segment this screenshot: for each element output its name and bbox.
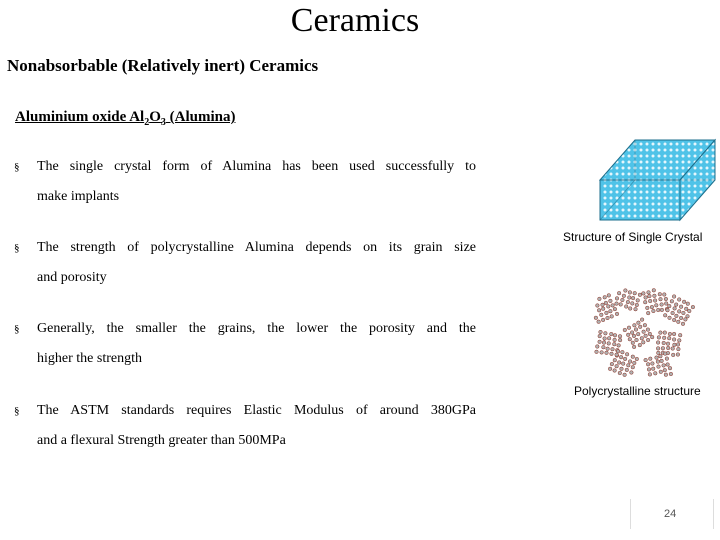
grain-dot xyxy=(638,343,642,347)
grain-dot xyxy=(660,359,664,363)
grain-dot xyxy=(621,362,625,366)
grain-dot xyxy=(638,325,642,329)
grain-dot xyxy=(618,371,622,375)
grain-dot xyxy=(644,296,648,300)
grain-dot xyxy=(608,367,612,371)
grain-dot xyxy=(679,305,683,309)
grain-dot xyxy=(661,347,665,351)
grain-dot xyxy=(671,347,675,351)
grain-dot xyxy=(621,350,625,354)
grain-dot xyxy=(606,347,610,351)
bullet-marker-icon: § xyxy=(14,323,20,335)
grain-dot xyxy=(676,353,680,357)
grain-dot xyxy=(668,316,672,320)
grain-dot xyxy=(646,338,650,342)
grain-dot xyxy=(677,347,681,351)
grain-dot xyxy=(672,332,676,336)
grain-dot xyxy=(607,294,611,298)
bullet-marker-icon: § xyxy=(14,242,20,254)
grain-dot xyxy=(631,365,635,369)
grain-dot xyxy=(649,357,653,361)
grain-dot xyxy=(626,333,630,337)
grain-dot xyxy=(603,296,607,300)
grain-dot xyxy=(650,335,654,339)
grain-dot xyxy=(640,337,644,341)
grain-dot xyxy=(657,351,661,355)
bullet-item xyxy=(14,152,476,212)
bullet-text-line1: The strength of polycrystalline Alumina depends on its grain size xyxy=(37,240,476,255)
grain-dot xyxy=(618,335,622,339)
grain-dot xyxy=(642,341,646,345)
grain-dot xyxy=(672,295,676,299)
grain-dot xyxy=(616,350,620,354)
grain-dot xyxy=(651,367,655,371)
grain-dot xyxy=(610,315,614,319)
grain-dot xyxy=(669,372,673,376)
grain-dot xyxy=(674,303,678,307)
grain-dot xyxy=(636,299,640,303)
grain-dot xyxy=(607,342,611,346)
heading-prefix: Aluminium oxide Al xyxy=(15,109,145,125)
grain-dot xyxy=(638,293,642,297)
grain-dot xyxy=(610,362,614,366)
grain-dot xyxy=(613,334,617,338)
grain-dot xyxy=(632,345,636,349)
grain-dot xyxy=(648,299,652,303)
grain-dot xyxy=(615,353,619,357)
grain-dot xyxy=(633,361,637,365)
grain-dot xyxy=(597,320,601,324)
grain-dot xyxy=(617,291,621,295)
grain-dot xyxy=(623,357,627,361)
grain-dot xyxy=(627,364,631,368)
grain-dot xyxy=(656,360,660,364)
grain-dot xyxy=(652,289,656,293)
grain-dot xyxy=(613,358,617,362)
grain-dot xyxy=(598,334,602,338)
bullet-text-line2: make implants xyxy=(37,189,120,204)
grain-dot xyxy=(595,350,599,354)
grain-dot xyxy=(672,318,676,322)
grain-dot xyxy=(677,298,681,302)
grain-dot xyxy=(660,303,664,307)
grain-dot xyxy=(664,373,668,377)
grain-dot xyxy=(602,345,606,349)
grain-dot xyxy=(648,332,652,336)
single-crystal-image xyxy=(590,135,720,230)
grain-dot xyxy=(615,302,619,306)
bullet-marker-icon: § xyxy=(14,405,20,417)
grain-dot xyxy=(668,304,672,308)
grain-dot xyxy=(646,306,650,310)
grain-dot xyxy=(647,368,651,372)
grain-dot xyxy=(668,366,672,370)
grain-dot xyxy=(628,337,632,341)
grain-dot xyxy=(621,298,625,302)
page-number: 24 xyxy=(664,508,677,520)
grain-dot xyxy=(671,311,675,315)
grain-dot xyxy=(623,328,627,332)
grain-dot xyxy=(653,299,657,303)
grain-dot xyxy=(657,336,661,340)
grain-dot xyxy=(682,311,686,315)
grain-dot xyxy=(656,341,660,345)
grain-dot xyxy=(619,303,623,307)
grain-dot xyxy=(646,311,650,315)
grain-dot xyxy=(613,307,617,311)
grain-dot xyxy=(648,294,652,298)
grain-dot xyxy=(599,330,603,334)
grain-dot xyxy=(659,331,663,335)
grain-dot xyxy=(628,307,632,311)
grain-dot xyxy=(643,323,647,327)
grain-dot xyxy=(660,308,664,312)
grain-dot xyxy=(596,345,600,349)
grain-dot xyxy=(657,365,661,369)
grain-dot xyxy=(662,341,666,345)
grain-dot xyxy=(673,343,677,347)
grain-dot xyxy=(597,309,601,313)
grain-dot xyxy=(662,364,666,368)
grain-dot xyxy=(678,333,682,337)
grain-dot xyxy=(607,337,611,341)
grain-dot xyxy=(643,300,647,304)
bullet-text-line1: The single crystal form of Alumina has been used successfully to xyxy=(37,159,476,174)
grain-dot xyxy=(631,302,635,306)
grain-dot xyxy=(613,369,617,373)
grain-dot xyxy=(632,334,636,338)
grain-dot xyxy=(653,294,657,298)
grain-dot xyxy=(627,326,631,330)
grain-dot xyxy=(622,294,626,298)
grain-dot xyxy=(623,373,627,377)
slide-title: Ceramics xyxy=(290,2,420,39)
grain-dot xyxy=(654,372,658,376)
heading-suffix: (Alumina) xyxy=(165,109,236,125)
grain-dot xyxy=(665,357,669,361)
grain-dot xyxy=(646,363,650,367)
grain-dot xyxy=(672,338,676,342)
grain-dot xyxy=(630,331,634,335)
grain-dot xyxy=(615,312,619,316)
grain-dot xyxy=(664,302,668,306)
grain-dot xyxy=(601,307,605,311)
bullet-text-line1: The ASTM standards requires Elastic Modulus of around 380GPa xyxy=(37,403,476,418)
grain-dot xyxy=(659,354,663,358)
grain-dot xyxy=(617,361,621,365)
grain-dot xyxy=(620,367,624,371)
grain-dot xyxy=(611,347,615,351)
grain-dot xyxy=(601,303,605,307)
heading-subscript-3: 3 xyxy=(160,117,166,128)
grain-dot xyxy=(625,353,629,357)
grain-dot xyxy=(656,347,660,351)
grain-dot xyxy=(666,346,670,350)
bullet-item xyxy=(14,233,476,293)
grain-dot xyxy=(610,332,614,336)
grain-dot xyxy=(640,318,644,322)
grain-dot xyxy=(615,364,619,368)
grain-dot xyxy=(663,368,667,372)
grain-dot xyxy=(594,316,598,320)
grain-dot xyxy=(646,328,650,332)
grain-dot xyxy=(600,313,604,317)
grain-dot xyxy=(613,338,617,342)
grain-dot xyxy=(667,336,671,340)
grain-dot xyxy=(644,334,648,338)
grain-dot xyxy=(609,299,613,303)
grain-dot xyxy=(615,297,619,301)
grain-dot xyxy=(666,342,670,346)
grain-dot xyxy=(651,362,655,366)
grain-dot xyxy=(633,324,637,328)
grain-dot xyxy=(602,341,606,345)
grain-dot xyxy=(603,337,607,341)
grain-dot xyxy=(628,291,632,295)
grain-dot xyxy=(619,355,623,359)
grain-dot xyxy=(635,357,639,361)
grain-dot xyxy=(618,338,622,342)
grain-dot xyxy=(613,342,617,346)
grain-dot xyxy=(664,297,668,301)
grain-dot xyxy=(650,305,654,309)
grain-dot xyxy=(662,336,666,340)
grain-dot xyxy=(601,318,605,322)
grain-dot xyxy=(634,307,638,311)
grain-dot xyxy=(624,305,628,309)
bullet-marker-icon: § xyxy=(14,161,20,173)
grain-dot xyxy=(625,368,629,372)
grain-dot xyxy=(652,309,656,313)
heading-subscript-2: 2 xyxy=(144,117,150,128)
grain-dot xyxy=(605,311,609,315)
grain-dot xyxy=(679,316,683,320)
grain-dot xyxy=(596,304,600,308)
grain-dot xyxy=(607,305,611,309)
grain-dot xyxy=(637,321,641,325)
bullet-text-line2: higher the strength xyxy=(37,351,142,366)
grain-dot xyxy=(655,304,659,308)
heading-oxygen: O xyxy=(149,109,161,125)
grain-dot xyxy=(670,300,674,304)
grain-dot xyxy=(682,300,686,304)
grain-dot xyxy=(635,338,639,342)
grain-dot xyxy=(678,339,682,343)
grain-dot xyxy=(666,308,670,312)
grain-dot xyxy=(663,314,667,318)
grain-dot xyxy=(635,303,639,307)
single-crystal-caption: Structure of Single Crystal xyxy=(563,230,703,244)
bullet-item xyxy=(14,396,476,456)
grain-dot xyxy=(624,289,628,293)
grain-dot xyxy=(676,343,680,347)
grain-dot xyxy=(688,309,692,313)
grain-dot xyxy=(677,310,681,314)
grain-dot xyxy=(684,318,688,322)
grain-dot xyxy=(600,351,604,355)
grain-dot xyxy=(628,296,632,300)
grain-dot xyxy=(626,300,630,304)
grain-dot xyxy=(663,352,667,356)
polycrystalline-caption: Polycrystalline structure xyxy=(574,384,701,398)
grain-dot xyxy=(610,352,614,356)
grain-dot xyxy=(633,291,637,295)
grain-dot xyxy=(663,293,667,297)
grain-dot xyxy=(668,332,672,336)
grain-dot xyxy=(598,340,602,344)
grain-dot xyxy=(675,314,679,318)
bullet-text-line2: and a flexural Strength greater than 500MPa xyxy=(37,433,286,448)
grain-dot xyxy=(648,373,652,377)
grain-dot xyxy=(647,291,651,295)
polycrystalline-image xyxy=(593,288,703,378)
grain-dot xyxy=(684,307,688,311)
grain-dot xyxy=(659,370,663,374)
grain-dot xyxy=(628,360,632,364)
grain-dot xyxy=(666,363,670,367)
grain-dot xyxy=(681,322,685,326)
grain-dot xyxy=(604,301,608,305)
grain-dot xyxy=(604,332,608,336)
grain-dot xyxy=(642,330,646,334)
grain-dot xyxy=(631,341,635,345)
grain-dot xyxy=(609,309,613,313)
grain-dot xyxy=(663,331,667,335)
grain-dot xyxy=(611,304,615,308)
grain-dot xyxy=(598,297,602,301)
grain-dot xyxy=(631,296,635,300)
grain-dot xyxy=(634,328,638,332)
grain-dot xyxy=(655,356,659,360)
bullet-text-line1: Generally, the smaller the grains, the lower the porosity and the xyxy=(37,321,476,336)
bullet-item xyxy=(14,314,476,374)
grain-dot xyxy=(656,308,660,312)
grain-dot xyxy=(642,292,646,296)
grain-dot xyxy=(659,297,663,301)
grain-dot xyxy=(630,371,634,375)
grain-dot xyxy=(617,344,621,348)
grain-dot xyxy=(636,332,640,336)
grain-dot xyxy=(673,307,677,311)
grain-dot xyxy=(677,320,681,324)
grain-dot xyxy=(671,353,675,357)
grain-dot xyxy=(606,316,610,320)
bullet-text-line2: and porosity xyxy=(37,270,107,285)
grain-dot xyxy=(658,292,662,296)
grain-dot xyxy=(631,355,635,359)
grain-dot xyxy=(605,351,609,355)
grain-dot xyxy=(691,305,695,309)
section-heading xyxy=(15,109,235,128)
grain-dot xyxy=(686,302,690,306)
slide-subtitle: Nonabsorbable (Relatively inert) Ceramics xyxy=(7,56,319,75)
grain-dot xyxy=(644,358,648,362)
